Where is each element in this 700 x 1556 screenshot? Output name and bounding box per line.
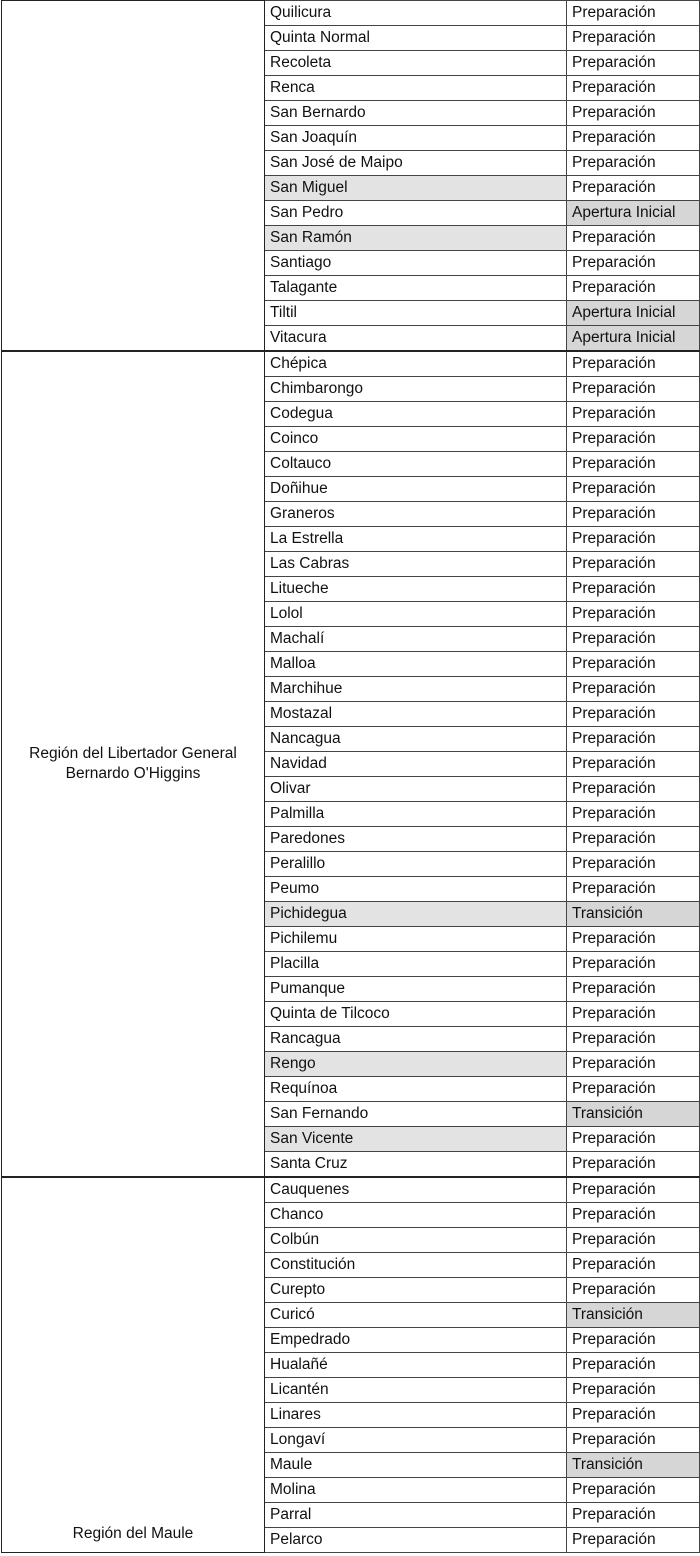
commune-cell: Litueche bbox=[265, 577, 567, 602]
commune-cell: Marchihue bbox=[265, 677, 567, 702]
phase-cell: Transición bbox=[567, 1453, 700, 1478]
phase-cell: Preparación bbox=[567, 552, 700, 577]
commune-cell: Hualañé bbox=[265, 1353, 567, 1378]
phase-cell: Preparación bbox=[567, 727, 700, 752]
phase-cell: Preparación bbox=[567, 1, 700, 26]
commune-cell: Talagante bbox=[265, 276, 567, 301]
phase-cell: Preparación bbox=[567, 1253, 700, 1278]
commune-cell: Recoleta bbox=[265, 51, 567, 76]
phase-cell: Preparación bbox=[567, 1077, 700, 1102]
commune-cell: Codegua bbox=[265, 402, 567, 427]
commune-cell: Placilla bbox=[265, 952, 567, 977]
commune-cell: Curepto bbox=[265, 1278, 567, 1303]
commune-cell: Palmilla bbox=[265, 802, 567, 827]
commune-cell: Licantén bbox=[265, 1378, 567, 1403]
phase-cell: Preparación bbox=[567, 76, 700, 101]
phase-cell: Preparación bbox=[567, 602, 700, 627]
phase-cell: Preparación bbox=[567, 677, 700, 702]
commune-cell: Quinta Normal bbox=[265, 26, 567, 51]
phase-cell: Preparación bbox=[567, 1052, 700, 1077]
commune-cell: Constitución bbox=[265, 1253, 567, 1278]
phase-cell: Preparación bbox=[567, 1278, 700, 1303]
commune-cell: Mostazal bbox=[265, 702, 567, 727]
phase-cell: Preparación bbox=[567, 652, 700, 677]
phase-cell: Preparación bbox=[567, 802, 700, 827]
phase-cell: Preparación bbox=[567, 1127, 700, 1152]
phase-cell: Preparación bbox=[567, 276, 700, 301]
table-body bbox=[2, 1, 700, 1553]
commune-cell: Quilicura bbox=[265, 1, 567, 26]
commune-cell: San Fernando bbox=[265, 1102, 567, 1127]
phase-cell: Preparación bbox=[567, 151, 700, 176]
commune-cell: Chépica bbox=[265, 351, 567, 377]
phase-cell: Preparación bbox=[567, 752, 700, 777]
commune-cell: Las Cabras bbox=[265, 552, 567, 577]
phase-cell: Preparación bbox=[567, 977, 700, 1002]
phase-cell: Preparación bbox=[567, 427, 700, 452]
commune-cell: San Vicente bbox=[265, 1127, 567, 1152]
phase-cell: Preparación bbox=[567, 26, 700, 51]
commune-cell: Linares bbox=[265, 1403, 567, 1428]
phase-cell: Transición bbox=[567, 1102, 700, 1127]
phase-cell: Preparación bbox=[567, 527, 700, 552]
commune-cell: Tiltil bbox=[265, 301, 567, 326]
commune-cell: San José de Maipo bbox=[265, 151, 567, 176]
commune-cell: Renca bbox=[265, 76, 567, 101]
phase-cell: Preparación bbox=[567, 927, 700, 952]
commune-cell: Paredones bbox=[265, 827, 567, 852]
phase-cell: Preparación bbox=[567, 777, 700, 802]
table-row bbox=[2, 351, 700, 377]
phase-cell: Preparación bbox=[567, 1328, 700, 1353]
phase-cell: Preparación bbox=[567, 1228, 700, 1253]
commune-cell: Santiago bbox=[265, 251, 567, 276]
commune-cell: Pichilemu bbox=[265, 927, 567, 952]
phase-cell: Preparación bbox=[567, 402, 700, 427]
commune-cell: San Bernardo bbox=[265, 101, 567, 126]
phase-cell: Preparación bbox=[567, 377, 700, 402]
phase-cell: Preparación bbox=[567, 251, 700, 276]
phase-cell: Apertura Inicial bbox=[567, 301, 700, 326]
phase-cell: Preparación bbox=[567, 1203, 700, 1228]
commune-cell: Machalí bbox=[265, 627, 567, 652]
commune-cell: Coinco bbox=[265, 427, 567, 452]
commune-cell: Peumo bbox=[265, 877, 567, 902]
phase-cell: Preparación bbox=[567, 126, 700, 151]
table-row bbox=[2, 1, 700, 26]
phase-cell: Preparación bbox=[567, 952, 700, 977]
commune-cell: San Joaquín bbox=[265, 126, 567, 151]
phase-cell: Preparación bbox=[567, 1353, 700, 1378]
commune-cell: Colbún bbox=[265, 1228, 567, 1253]
commune-cell: Santa Cruz bbox=[265, 1152, 567, 1178]
phase-cell: Preparación bbox=[567, 852, 700, 877]
phase-cell: Preparación bbox=[567, 1378, 700, 1403]
phase-cell: Preparación bbox=[567, 51, 700, 76]
commune-cell: Doñihue bbox=[265, 477, 567, 502]
commune-cell: San Ramón bbox=[265, 226, 567, 251]
commune-cell: Molina bbox=[265, 1478, 567, 1503]
commune-cell: Curicó bbox=[265, 1303, 567, 1328]
commune-cell: Maule bbox=[265, 1453, 567, 1478]
commune-cell: Chimbarongo bbox=[265, 377, 567, 402]
commune-cell: Peralillo bbox=[265, 852, 567, 877]
phase-cell: Preparación bbox=[567, 827, 700, 852]
commune-phase-table bbox=[1, 0, 700, 1553]
commune-cell: Parral bbox=[265, 1503, 567, 1528]
phase-cell: Preparación bbox=[567, 351, 700, 377]
phase-cell: Preparación bbox=[567, 502, 700, 527]
region-cell: Región del Libertador General Bernardo O'Higgins bbox=[2, 351, 265, 1177]
commune-cell: Vitacura bbox=[265, 326, 567, 352]
phase-cell: Preparación bbox=[567, 1428, 700, 1453]
phase-cell: Preparación bbox=[567, 877, 700, 902]
phase-cell: Preparación bbox=[567, 702, 700, 727]
phase-cell: Transición bbox=[567, 902, 700, 927]
commune-cell: Pichidegua bbox=[265, 902, 567, 927]
phase-cell: Preparación bbox=[567, 452, 700, 477]
commune-cell: Cauquenes bbox=[265, 1177, 567, 1203]
commune-cell: Graneros bbox=[265, 502, 567, 527]
commune-cell: Olivar bbox=[265, 777, 567, 802]
phase-cell: Preparación bbox=[567, 627, 700, 652]
phase-cell: Preparación bbox=[567, 1528, 700, 1553]
commune-cell: Rengo bbox=[265, 1052, 567, 1077]
commune-cell: Nancagua bbox=[265, 727, 567, 752]
commune-cell: Quinta de Tilcoco bbox=[265, 1002, 567, 1027]
commune-cell: Rancagua bbox=[265, 1027, 567, 1052]
phase-cell: Preparación bbox=[567, 1403, 700, 1428]
table-row bbox=[2, 1177, 700, 1203]
phase-cell: Preparación bbox=[567, 1503, 700, 1528]
commune-cell: San Miguel bbox=[265, 176, 567, 201]
phase-cell: Preparación bbox=[567, 176, 700, 201]
commune-cell: Empedrado bbox=[265, 1328, 567, 1353]
commune-cell: Malloa bbox=[265, 652, 567, 677]
phase-cell: Preparación bbox=[567, 226, 700, 251]
commune-cell: Pumanque bbox=[265, 977, 567, 1002]
phase-cell: Preparación bbox=[567, 1152, 700, 1178]
commune-cell: Coltauco bbox=[265, 452, 567, 477]
phase-cell: Apertura Inicial bbox=[567, 326, 700, 352]
region-cell bbox=[2, 1, 265, 352]
phase-cell: Apertura Inicial bbox=[567, 201, 700, 226]
commune-cell: Pelarco bbox=[265, 1528, 567, 1553]
phase-cell: Preparación bbox=[567, 1177, 700, 1203]
phase-cell: Preparación bbox=[567, 1478, 700, 1503]
phase-cell: Preparación bbox=[567, 477, 700, 502]
commune-cell: Lolol bbox=[265, 602, 567, 627]
commune-cell: Longaví bbox=[265, 1428, 567, 1453]
region-cell: Región del Maule bbox=[2, 1177, 265, 1553]
commune-cell: Chanco bbox=[265, 1203, 567, 1228]
phase-cell: Preparación bbox=[567, 577, 700, 602]
phase-cell: Preparación bbox=[567, 101, 700, 126]
phase-cell: Preparación bbox=[567, 1002, 700, 1027]
phase-cell: Transición bbox=[567, 1303, 700, 1328]
commune-cell: Requínoa bbox=[265, 1077, 567, 1102]
commune-cell: Navidad bbox=[265, 752, 567, 777]
phase-cell: Preparación bbox=[567, 1027, 700, 1052]
commune-cell: La Estrella bbox=[265, 527, 567, 552]
commune-cell: San Pedro bbox=[265, 201, 567, 226]
